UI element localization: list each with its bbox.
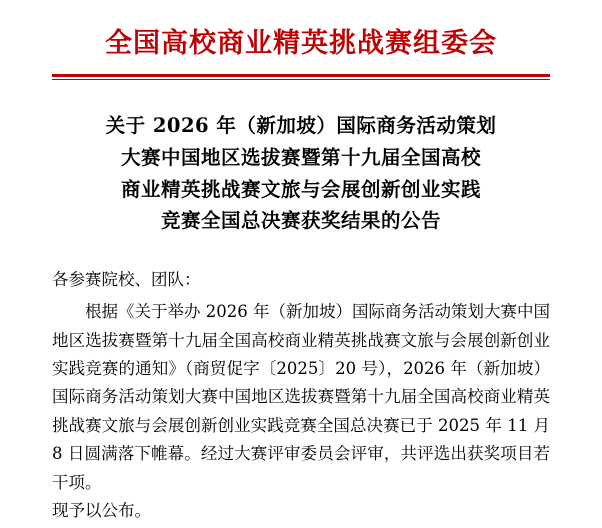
document-masthead: 全国高校商业精英挑战赛组委会 xyxy=(105,28,497,59)
document-title-line-2: 大赛中国地区选拔赛暨第十九届全国高校 xyxy=(120,145,481,169)
document-title-line-4: 竞赛全国总决赛获奖结果的公告 xyxy=(160,209,441,233)
document-salutation: 各参赛院校、团队： xyxy=(52,269,201,289)
document-paragraph-1: 根据《关于举办 2026 年（新加坡）国际商务活动策划大赛中国地区选拔赛暨第十九届全国高校商业精英挑战赛文旅与会展创新创业实践竞赛的通知》（商贸促字〔2025〕20 号），2026 年（新加坡）国际商务活动策划大赛中国地区选拔赛暨第十九届全国高校商业精英挑战赛文旅与会展创新创业实践竞赛全国总决赛已于 2025 年 11 月 8 日圆满落下帷幕。经过大赛评审委员会评审，共评选出获奖项目若干项。 xyxy=(52,302,550,492)
document-title-line-1: 关于 2026 年（新加坡）国际商务活动策划 xyxy=(105,114,497,138)
document-closing-wrap xyxy=(52,497,550,525)
document-body xyxy=(52,298,550,497)
masthead-rule-thick xyxy=(52,74,550,77)
document-title xyxy=(52,110,550,236)
document-title-line-3: 商业精英挑战赛文旅与会展创新创业实践 xyxy=(120,177,481,201)
masthead-rule-thin xyxy=(52,79,550,80)
document-closing: 现予以公布。 xyxy=(52,500,151,520)
